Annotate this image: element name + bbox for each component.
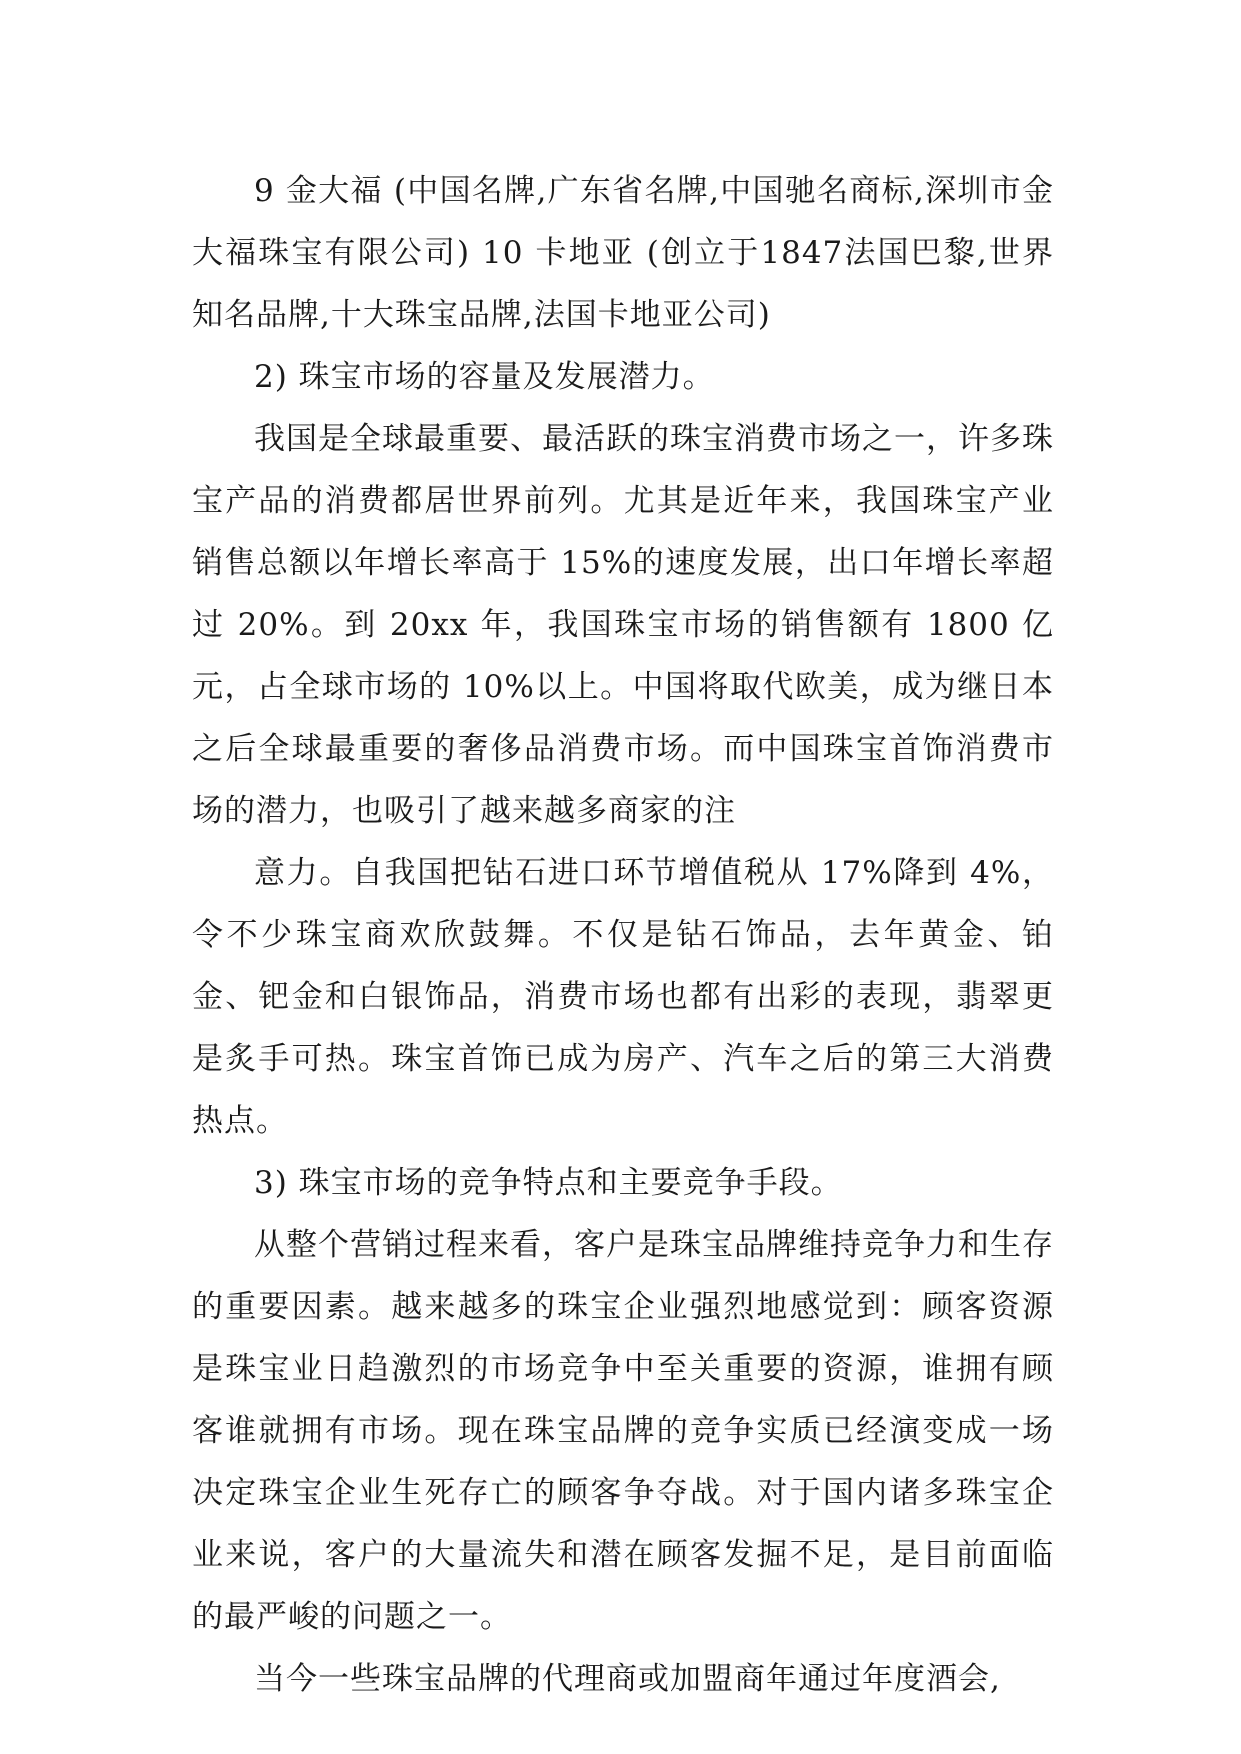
paragraph-market-continuation: 意力。自我国把钻石进口环节增值税从 17%降到 4%，令不少珠宝商欢欣鼓舞。不仅是钻石饰品，去年黄金、铂金、钯金和白银饰品，消费市场也都有出彩的表现，翡翠更是炙手可热。珠宝首饰已成为房产、汽车之后的第三大消费热点。 [192,855,1054,1139]
document-page [192,160,1054,1710]
paragraph-market-capacity: 我国是全球最重要、最活跃的珠宝消费市场之一，许多珠宝产品的消费都居世界前列。尤其是近年来，我国珠宝产业销售总额以年增长率高于 15%的速度发展，出口年增长率超过 20%。到 20xx 年，我国珠宝市场的销售额有 1800 亿元，占全球市场的 10%以上。中国将取代欧美，成为继日本之后全球最重要的奢侈品消费市场。而中国珠宝首饰消费市场的潜力，也吸引了越来越多商家的注 [192,421,1054,829]
paragraph-dealers: 当今一些珠宝品牌的代理商或加盟商年通过年度酒会, [254,1661,1001,1697]
paragraph-competition: 从整个营销过程来看，客户是珠宝品牌维持竞争力和生存的重要因素。越来越多的珠宝企业强烈地感觉到：顾客资源是珠宝业日趋激烈的市场竞争中至关重要的资源，谁拥有顾客谁就拥有市场。现在珠宝品牌的竞争实质已经演变成一场决定珠宝企业生死存亡的顾客争夺战。对于国内诸多珠宝企业来说，客户的大量流失和潜在顾客发掘不足，是目前面临的最严峻的问题之一。 [192,1227,1054,1635]
paragraph-brand-list: 9 金大福 (中国名牌,广东省名牌,中国驰名商标,深圳市金大福珠宝有限公司) 10 卡地亚 (创立于1847法国巴黎,世界知名品牌,十大珠宝品牌,法国卡地亚公司) [192,173,1054,333]
section-heading-competition: 3) 珠宝市场的竞争特点和主要竞争手段。 [254,1165,843,1201]
section-heading-market-capacity: 2) 珠宝市场的容量及发展潜力。 [254,359,715,395]
